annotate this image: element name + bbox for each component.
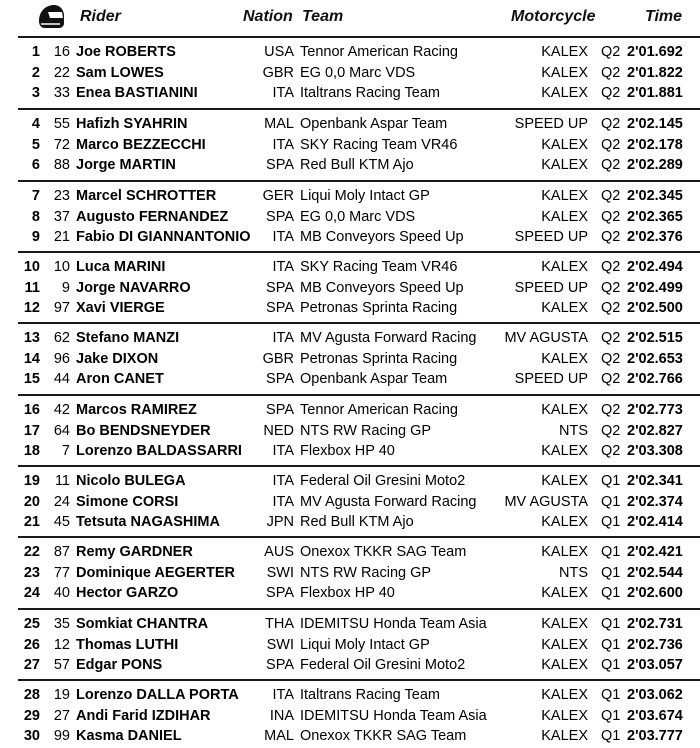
team-name: Petronas Sprinta Racing: [300, 350, 458, 367]
table-row: [0, 614, 700, 634]
lap-time: 2'02.414: [627, 514, 683, 530]
motorcycle: NTS: [559, 564, 588, 581]
group-divider: [18, 108, 700, 110]
nation: ITA: [272, 687, 294, 703]
motorcycle: KALEX: [541, 728, 588, 744]
qualifying-session: Q1: [601, 544, 621, 560]
nation: ITA: [272, 259, 294, 275]
table-row: [0, 512, 700, 532]
position: 10: [23, 259, 40, 275]
rider-name: Stefano MANZI: [76, 330, 180, 346]
nation: SWI: [266, 636, 294, 653]
position: 22: [23, 544, 40, 560]
team-name: Federal Oil Gresini Moto2: [300, 657, 466, 673]
team-name: MV Agusta Forward Racing: [300, 330, 477, 346]
team-name: Onexox TKKR SAG Team: [300, 728, 467, 744]
lap-time: 2'01.881: [627, 85, 683, 101]
nation: MAL: [264, 728, 294, 744]
position: 1: [31, 44, 40, 60]
rider-number: 57: [53, 657, 70, 673]
nation: GBR: [262, 64, 294, 81]
header-team: Team: [302, 8, 344, 25]
team-name: Italtrans Racing Team: [300, 687, 440, 703]
rider-name: Sam LOWES: [76, 64, 164, 81]
rider-name: Dominique AEGERTER: [76, 564, 235, 581]
rider-name: Bo BENDSNEYDER: [76, 422, 211, 439]
team-name: Liqui Moly Intact GP: [300, 188, 430, 204]
motorcycle: MV AGUSTA: [504, 493, 588, 510]
header-motorcycle: Motorcycle: [511, 8, 596, 25]
team-name: IDEMITSU Honda Team Asia: [300, 616, 487, 632]
qualifying-session: Q2: [601, 188, 621, 204]
lap-time: 2'02.773: [627, 402, 683, 418]
qualifying-session: Q2: [601, 229, 621, 245]
motorcycle: MV AGUSTA: [504, 330, 588, 346]
qualifying-session: Q2: [601, 44, 621, 60]
lap-time: 2'02.499: [627, 279, 683, 296]
nation: SPA: [266, 371, 294, 387]
header-rider: Rider: [80, 8, 121, 25]
rider-name: Jorge NAVARRO: [76, 279, 191, 296]
table-row: [0, 114, 700, 134]
motorcycle: KALEX: [541, 473, 588, 489]
rider-number: 77: [53, 564, 70, 581]
rider-number: 99: [53, 728, 70, 744]
lap-time: 2'02.374: [627, 493, 683, 510]
table-row: [0, 421, 700, 441]
team-name: EG 0,0 Marc VDS: [300, 64, 416, 81]
nation: SPA: [266, 208, 294, 225]
qualifying-session: Q2: [601, 136, 621, 153]
qualifying-session: Q1: [601, 707, 621, 724]
motorcycle: KALEX: [541, 657, 588, 673]
lap-time: 2'03.308: [627, 443, 683, 459]
rider-number: 40: [53, 585, 70, 601]
position: 6: [31, 157, 40, 173]
team-name: SKY Racing Team VR46: [300, 136, 458, 153]
lap-time: 2'03.777: [627, 728, 683, 744]
table-row: [0, 400, 700, 420]
nation: GBR: [262, 350, 294, 367]
rider-name: Augusto FERNANDEZ: [76, 208, 229, 225]
team-name: Liqui Moly Intact GP: [300, 636, 430, 653]
rider-name: Somkiat CHANTRA: [76, 616, 209, 632]
lap-time: 2'02.421: [627, 544, 683, 560]
rider-number: 21: [53, 229, 70, 245]
motorcycle: KALEX: [541, 514, 588, 530]
rider-number: 27: [53, 707, 70, 724]
lap-time: 2'02.145: [627, 116, 683, 132]
table-row: [0, 706, 700, 726]
lap-time: 2'02.827: [627, 422, 683, 439]
rider-number: 35: [53, 616, 70, 632]
team-name: NTS RW Racing GP: [300, 564, 432, 581]
lap-time: 2'02.736: [627, 636, 683, 653]
qualifying-session: Q2: [601, 350, 621, 367]
table-row: [0, 63, 700, 83]
qualifying-session: Q1: [601, 585, 621, 601]
group-divider: [18, 322, 700, 324]
group-divider: [18, 394, 700, 396]
rider-name: Jorge MARTIN: [76, 157, 176, 173]
motorcycle: KALEX: [541, 208, 588, 225]
table-row: [0, 328, 700, 348]
table-header: [0, 0, 700, 36]
team-name: Red Bull KTM Ajo: [300, 157, 414, 173]
rider-name: Marcos RAMIREZ: [76, 402, 197, 418]
table-row: [0, 542, 700, 562]
team-name: Petronas Sprinta Racing: [300, 300, 458, 316]
rider-name: Thomas LUTHI: [76, 636, 179, 653]
rider-name: Tetsuta NAGASHIMA: [76, 514, 220, 530]
nation: ITA: [272, 443, 294, 459]
table-row: [0, 349, 700, 369]
header-time: Time: [645, 8, 683, 25]
motorcycle: KALEX: [541, 707, 588, 724]
position: 5: [31, 136, 40, 153]
group-divider: [18, 180, 700, 182]
group-divider: [18, 679, 700, 681]
position: 30: [23, 728, 40, 744]
lap-time: 2'02.600: [627, 585, 683, 601]
team-name: Flexbox HP 40: [300, 443, 395, 459]
motorcycle: KALEX: [541, 136, 588, 153]
nation: SPA: [266, 300, 294, 316]
team-name: Italtrans Racing Team: [300, 85, 440, 101]
qualifying-session: Q2: [601, 208, 621, 225]
team-name: EG 0,0 Marc VDS: [300, 208, 416, 225]
nation: SPA: [266, 157, 294, 173]
nation: ITA: [272, 473, 294, 489]
team-name: Openbank Aspar Team: [300, 371, 448, 387]
rider-name: Aron CANET: [76, 371, 164, 387]
table-row: [0, 155, 700, 175]
rider-name: Marco BEZZECCHI: [76, 136, 206, 153]
motorcycle: KALEX: [541, 687, 588, 703]
rider-name: Fabio DI GIANNANTONIO: [76, 229, 251, 245]
nation: INA: [269, 707, 294, 724]
team-name: Flexbox HP 40: [300, 585, 395, 601]
motorcycle: KALEX: [541, 585, 588, 601]
group-divider: [18, 608, 700, 610]
motorcycle: KALEX: [541, 350, 588, 367]
rider-number: 12: [53, 636, 70, 653]
lap-time: 2'02.653: [627, 350, 683, 367]
lap-time: 2'01.822: [627, 64, 683, 81]
position: 28: [23, 687, 40, 703]
lap-time: 2'02.341: [627, 473, 683, 489]
team-name: MV Agusta Forward Racing: [300, 493, 477, 510]
position: 19: [23, 473, 40, 489]
rider-name: Xavi VIERGE: [76, 300, 165, 316]
table-row: [0, 227, 700, 247]
qualifying-session: Q2: [601, 157, 621, 173]
motorcycle: SPEED UP: [514, 229, 588, 245]
nation: AUS: [264, 544, 294, 560]
rider-number: 23: [53, 188, 70, 204]
motorcycle: KALEX: [541, 616, 588, 632]
lap-time: 2'02.289: [627, 157, 683, 173]
lap-time: 2'01.692: [627, 44, 683, 60]
team-name: Tennor American Racing: [300, 44, 458, 60]
table-row: [0, 298, 700, 318]
nation: USA: [264, 44, 294, 60]
rider-number: 37: [53, 208, 70, 225]
qualifying-session: Q2: [601, 64, 621, 81]
table-row: [0, 441, 700, 461]
header-divider: [18, 36, 700, 38]
rider-number: 11: [54, 473, 70, 489]
table-row: [0, 207, 700, 227]
team-name: IDEMITSU Honda Team Asia: [300, 707, 487, 724]
motorcycle: KALEX: [541, 636, 588, 653]
rider-number: 44: [53, 371, 70, 387]
rider-number: 16: [53, 44, 70, 60]
rider-name: Lorenzo BALDASSARRI: [76, 443, 242, 459]
position: 16: [23, 402, 40, 418]
qualifying-session: Q1: [601, 564, 621, 581]
qualifying-session: Q1: [601, 636, 621, 653]
qualifying-session: Q2: [601, 85, 621, 101]
rider-number: 33: [53, 85, 70, 101]
motorcycle: KALEX: [541, 259, 588, 275]
position: 25: [23, 616, 40, 632]
rider-number: 19: [53, 687, 70, 703]
motorcycle: KALEX: [541, 85, 588, 101]
position: 2: [31, 64, 40, 81]
rider-number: 7: [61, 443, 70, 459]
position: 13: [23, 330, 40, 346]
position: 11: [24, 279, 40, 296]
rider-number: 10: [53, 259, 70, 275]
position: 14: [23, 350, 40, 367]
rider-name: Nicolo BULEGA: [76, 473, 186, 489]
lap-time: 2'03.057: [627, 657, 683, 673]
rider-number: 55: [53, 116, 70, 132]
motorcycle: SPEED UP: [514, 279, 588, 296]
rider-number: 97: [53, 300, 70, 316]
rider-name: Edgar PONS: [76, 657, 163, 673]
nation: ITA: [272, 229, 294, 245]
nation: SPA: [266, 585, 294, 601]
qualifying-session: Q2: [601, 443, 621, 459]
team-name: Openbank Aspar Team: [300, 116, 448, 132]
rider-name: Remy GARDNER: [76, 544, 193, 560]
table-row: [0, 583, 700, 603]
qualifying-session: Q2: [601, 422, 621, 439]
rider-number: 72: [53, 136, 70, 153]
qualifying-session: Q1: [601, 657, 621, 673]
nation: THA: [265, 616, 294, 632]
table-row: [0, 655, 700, 675]
motorcycle: KALEX: [541, 44, 588, 60]
lap-time: 2'02.345: [627, 188, 683, 204]
position: 24: [23, 585, 40, 601]
position: 4: [31, 116, 40, 132]
motorcycle: KALEX: [541, 443, 588, 459]
nation: MAL: [264, 116, 294, 132]
group-divider: [18, 536, 700, 538]
table-row: [0, 563, 700, 583]
rider-number: 42: [53, 402, 70, 418]
position: 26: [23, 636, 40, 653]
rider-number: 87: [53, 544, 70, 560]
rider-name: Simone CORSI: [76, 493, 179, 510]
rider-number: 64: [53, 422, 70, 439]
motorcycle: KALEX: [541, 300, 588, 316]
rider-name: Andi Farid IZDIHAR: [76, 707, 211, 724]
qualifying-session: Q2: [601, 259, 621, 275]
table-row: [0, 257, 700, 277]
position: 8: [31, 208, 40, 225]
nation: NED: [263, 422, 294, 439]
motorcycle: KALEX: [541, 64, 588, 81]
rider-name: Hector GARZO: [76, 585, 179, 601]
rider-name: Luca MARINI: [76, 259, 166, 275]
team-name: Tennor American Racing: [300, 402, 458, 418]
table-row: [0, 135, 700, 155]
rider-number: 22: [53, 64, 70, 81]
group-divider: [18, 251, 700, 253]
nation: SWI: [266, 564, 294, 581]
position: 17: [23, 422, 40, 439]
lap-time: 2'02.544: [627, 564, 683, 581]
nation: SPA: [266, 279, 294, 296]
lap-time: 2'02.766: [627, 371, 683, 387]
nation: ITA: [272, 136, 294, 153]
position: 23: [23, 564, 40, 581]
position: 9: [31, 229, 40, 245]
position: 21: [23, 514, 40, 530]
motorcycle: KALEX: [541, 402, 588, 418]
nation: ITA: [272, 85, 294, 101]
position: 18: [23, 443, 40, 459]
table-row: [0, 471, 700, 491]
motorcycle: KALEX: [541, 544, 588, 560]
rider-number: 9: [61, 279, 70, 296]
team-name: Red Bull KTM Ajo: [300, 514, 414, 530]
qualifying-session: Q2: [601, 402, 621, 418]
position: 15: [23, 371, 40, 387]
table-row: [0, 278, 700, 298]
position: 29: [23, 707, 40, 724]
qualifying-session: Q2: [601, 300, 621, 316]
rider-name: Joe ROBERTS: [76, 44, 176, 60]
motorcycle: NTS: [559, 422, 588, 439]
rider-number: 88: [53, 157, 70, 173]
table-row: [0, 42, 700, 62]
nation: SPA: [266, 402, 294, 418]
rider-name: Lorenzo DALLA PORTA: [76, 687, 239, 703]
lap-time: 2'02.515: [627, 330, 683, 346]
table-row: [0, 492, 700, 512]
qualifying-session: Q2: [601, 279, 621, 296]
helmet-icon: [36, 2, 66, 32]
position: 20: [23, 493, 40, 510]
rider-name: Kasma DANIEL: [76, 728, 182, 744]
rider-name: Hafizh SYAHRIN: [76, 116, 188, 132]
lap-time: 2'02.178: [627, 136, 683, 153]
group-divider: [18, 465, 700, 467]
nation: JPN: [266, 514, 294, 530]
nation: ITA: [272, 330, 294, 346]
table-row: [0, 369, 700, 389]
position: 7: [31, 188, 40, 204]
qualifying-session: Q1: [601, 616, 621, 632]
rider-number: 45: [53, 514, 70, 530]
nation: GER: [262, 188, 294, 204]
qualifying-session: Q1: [601, 687, 621, 703]
rider-name: Enea BASTIANINI: [76, 85, 198, 101]
team-name: NTS RW Racing GP: [300, 422, 432, 439]
lap-time: 2'02.494: [627, 259, 683, 275]
team-name: Federal Oil Gresini Moto2: [300, 473, 466, 489]
position: 12: [23, 300, 40, 316]
lap-time: 2'02.376: [627, 229, 683, 245]
motorcycle: SPEED UP: [514, 371, 588, 387]
position: 3: [31, 85, 40, 101]
qualifying-session: Q2: [601, 116, 621, 132]
team-name: MB Conveyors Speed Up: [300, 279, 464, 296]
table-row: [0, 83, 700, 103]
rider-number: 24: [53, 493, 70, 510]
lap-time: 2'03.062: [627, 687, 683, 703]
qualifying-session: Q2: [601, 371, 621, 387]
table-row: [0, 685, 700, 705]
qualifying-session: Q1: [601, 493, 621, 510]
table-row: [0, 635, 700, 655]
table-row: [0, 726, 700, 746]
team-name: SKY Racing Team VR46: [300, 259, 458, 275]
motorcycle: KALEX: [541, 157, 588, 173]
motorcycle: KALEX: [541, 188, 588, 204]
lap-time: 2'02.500: [627, 300, 683, 316]
team-name: Onexox TKKR SAG Team: [300, 544, 467, 560]
rider-name: Marcel SCHROTTER: [76, 188, 217, 204]
nation: SPA: [266, 657, 294, 673]
position: 27: [23, 657, 40, 673]
team-name: MB Conveyors Speed Up: [300, 229, 464, 245]
lap-time: 2'03.674: [627, 707, 683, 724]
rider-name: Jake DIXON: [76, 350, 159, 367]
qualifying-session: Q1: [601, 473, 621, 489]
motorcycle: SPEED UP: [514, 116, 588, 132]
nation: ITA: [272, 493, 294, 510]
rider-number: 62: [53, 330, 70, 346]
rider-number: 96: [53, 350, 70, 367]
lap-time: 2'02.365: [627, 208, 683, 225]
header-nation: Nation: [243, 8, 293, 25]
qualifying-session: Q2: [601, 330, 621, 346]
qualifying-session: Q1: [601, 514, 621, 530]
lap-time: 2'02.731: [627, 616, 683, 632]
qualifying-session: Q1: [601, 728, 621, 744]
table-row: [0, 186, 700, 206]
